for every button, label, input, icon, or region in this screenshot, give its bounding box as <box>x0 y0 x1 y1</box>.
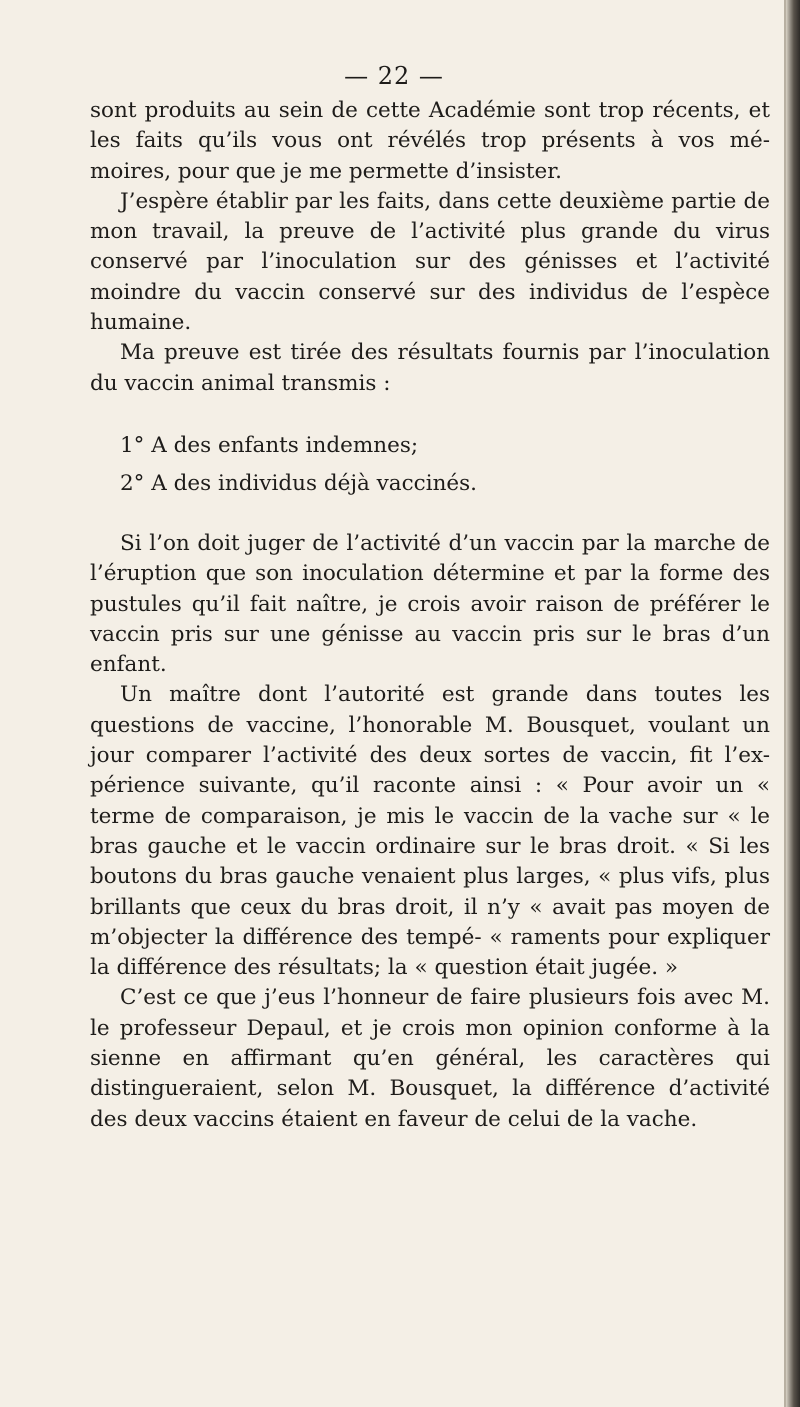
numbered-list <box>90 427 770 503</box>
book-binding-edge <box>786 0 800 1407</box>
paragraph-conclusion: C’est ce que j’eus l’honneur de faire plusieurs fois avec M. le professeur Depaul, et je crois mon opinion conforme à la sienne en affirmant qu’en général, les caractères qui distingueraient, selon M. Bousquet, la différence d’activité des deux vaccins étaient en faveur de celui de la vache. <box>90 985 770 1132</box>
list-item: 2° A des individus déjà vaccinés. <box>120 470 478 496</box>
paragraph-thesis: J’espère établir par les faits, dans cette deuxième partie de mon travail, la preuve de l’activité plus grande du virus conservé par l’inoculation sur des génisses et l’activité moindre du vaccin conservé sur des individus de l’espèce humaine. <box>90 188 770 336</box>
paragraph-proof: Ma preuve est tirée des résultats fournis par l’inoculation du vaccin animal transmis : <box>90 340 770 396</box>
list-item: 1° A des enfants indemnes; <box>120 432 419 458</box>
body-text <box>90 96 770 1135</box>
paragraph-continuation: sont produits au sein de cette Académie sont trop récents, et les faits qu’ils vous ont révélés trop présents à vos mé- moires, pour que je me permette d’insister. <box>90 98 770 184</box>
paragraph-activity: Si l’on doit juger de l’activité d’un vaccin par la marche de l’éruption que son inoculation détermine et par la forme des pustules qu’il fait naître, je crois avoir raison de préférer le vaccin pris sur une génisse au vaccin pris sur le bras d’un enfant. <box>90 530 770 678</box>
paragraph-bousquet-quote: Un maître dont l’autorité est grande dans toutes les questions de vaccine, l’honorable M. Bousquet, voulant un jour comparer l’activité des deux sortes de vaccin, fit l’ex- périence suivante, qu’il raconte ainsi : « Pour avoir un « terme de comparaison, je mis le vaccin de la vache sur « le bras gauche et le vaccin ordinaire sur le bras droit. « Si les boutons du bras gauche venaient plus larges, « plus vifs, plus brillants que ceux du bras droit, il n’y « avait pas moyen de m’objecter la différence des tempé- « raments pour expliquer la différence des résultats; la « question était jugée. » <box>90 682 770 981</box>
page-number: — 22 — <box>344 62 444 90</box>
